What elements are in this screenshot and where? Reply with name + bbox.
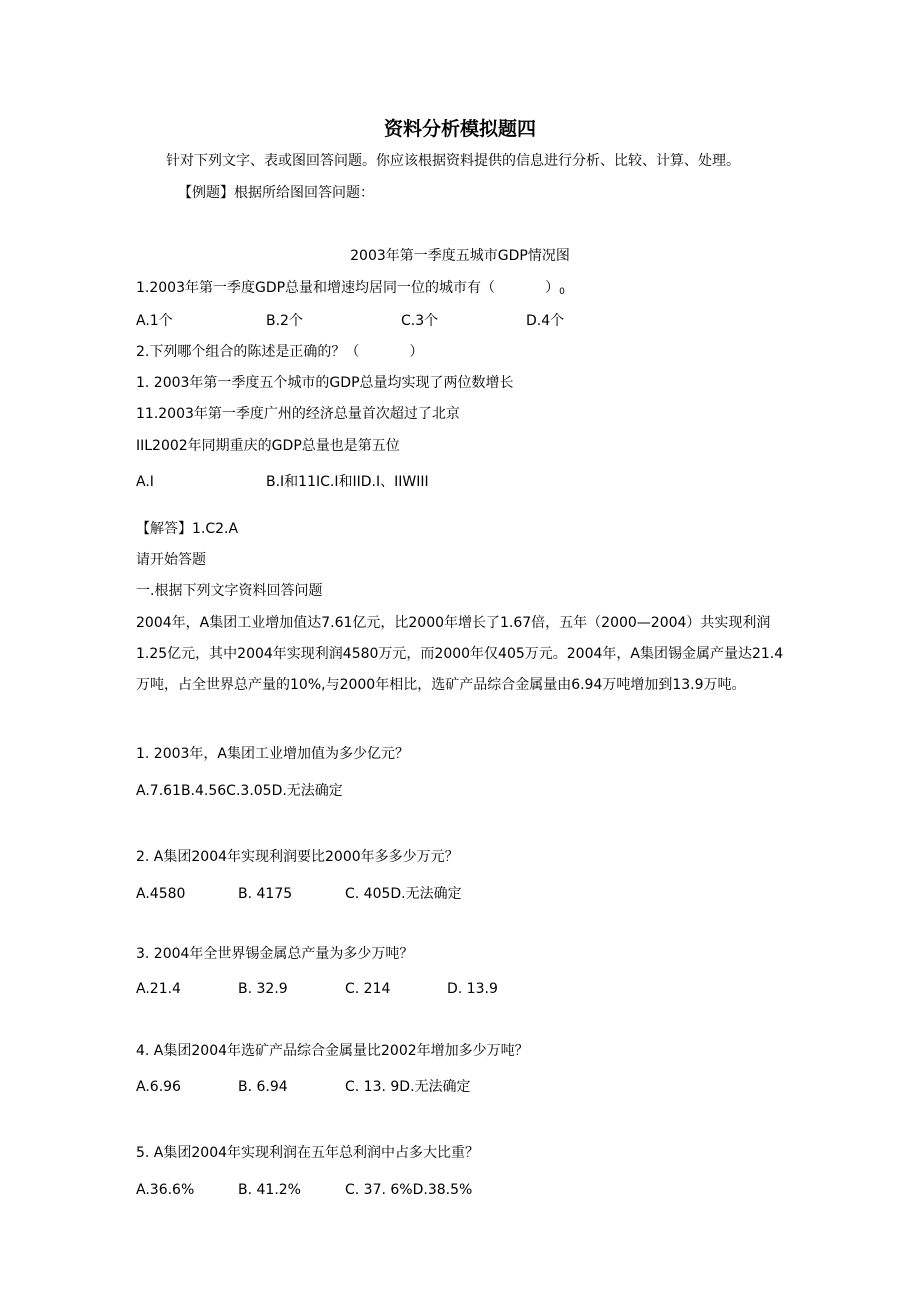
start-prompt: 请开始答题	[136, 552, 206, 568]
example-question-1-stem-end: ）	[545, 280, 560, 296]
intro-paragraph: 针对下列文字、表或图回答问题。你应该根据资料提供的信息进行分析、比较、计算、处理。	[166, 153, 740, 169]
question-3-option-b: B. 32.9	[238, 981, 288, 997]
document-title: 资料分析模拟题四	[383, 118, 536, 140]
example-q1-option-b: B.2个	[266, 313, 303, 329]
question-2-option-c: C. 405D.无法确定	[345, 886, 462, 902]
example-q2-option-a: A.I	[136, 474, 154, 490]
question-4-stem: 4. A集团2004年选矿产品综合金属量比2002年增加多少万吨？	[136, 1043, 529, 1059]
passage-paragraph: 2004年，A集团工业增加值达7.61亿元，比2000年增长了1.67倍，五年（2000—2004）共实现利润1.25亿元，其中2004年实现利润4580万元，而2000年仅405万元。2004年，A集团锡金属产量达21.4万吨，占全世界总产量的10%,与2000年相比，选矿产品综合金属量由6.94万吨增加到13.9万吨。	[136, 615, 784, 693]
example-statement-2: 11.2003年第一季度广州的经济总量首次超过了北京	[136, 406, 460, 422]
example-question-1-stem: 1.2003年第一季度GDP总量和增速均居同一位的城市有（	[136, 280, 496, 296]
example-q2-option-rest: B.I和11IC.I和IID.I、IIWIII	[266, 474, 429, 490]
question-4-option-a: A.6.96	[136, 1079, 181, 1095]
question-2-option-b: B. 4175	[238, 886, 293, 902]
question-5-stem: 5. A集团2004年实现利润在五年总利润中占多大比重？	[136, 1145, 480, 1161]
question-5-option-a: A.36.6%	[136, 1182, 195, 1198]
section-heading: 一.根据下列文字资料回答问题	[136, 583, 323, 599]
example-question-2	[136, 342, 423, 362]
question-5-option-b: B. 41.2%	[238, 1182, 301, 1198]
question-3-option-a: A.21.4	[136, 981, 181, 997]
question-3-stem: 3. 2004年全世界锡金属总产量为多少万吨？	[136, 946, 414, 962]
example-q1-option-d: D.4个	[526, 313, 565, 329]
question-5-option-c: C. 37. 6%D.38.5%	[345, 1182, 473, 1198]
question-4-option-b: B. 6.94	[238, 1079, 288, 1095]
example-question-2-stem: 2.下列哪个组合的陈述是正确的？（	[136, 344, 360, 360]
question-3-option-c: C. 214	[345, 981, 391, 997]
example-q1-option-c: C.3个	[401, 313, 439, 329]
chart-caption: 2003年第一季度五城市GDP情况图	[350, 248, 570, 264]
example-statement-3: IIL2002年同期重庆的GDP总量也是第五位	[136, 438, 400, 454]
example-question-1-tail: 0	[559, 287, 565, 297]
example-statement-1: 1. 2003年第一季度五个城市的GDP总量均实现了两位数增长	[136, 375, 514, 391]
question-4-option-c: C. 13. 9D.无法确定	[345, 1079, 471, 1095]
question-2-option-a: A.4580	[136, 886, 186, 902]
question-3-option-d: D. 13.9	[447, 981, 498, 997]
question-2-stem: 2. A集团2004年实现利润要比2000年多多少万元？	[136, 849, 459, 865]
question-1-stem: 1. 2003年，A集团工业增加值为多少亿元？	[136, 746, 410, 762]
example-question-2-stem-end: ）	[409, 344, 424, 360]
answer-text: 【解答】1.C2.A	[136, 521, 239, 537]
question-1-options: A.7.61B.4.56C.3.05D.无法确定	[136, 783, 343, 799]
example-label: 【例题】根据所给图回答问题：	[178, 185, 374, 201]
example-question-1	[136, 278, 565, 302]
example-q1-option-a: A.1个	[136, 313, 173, 329]
